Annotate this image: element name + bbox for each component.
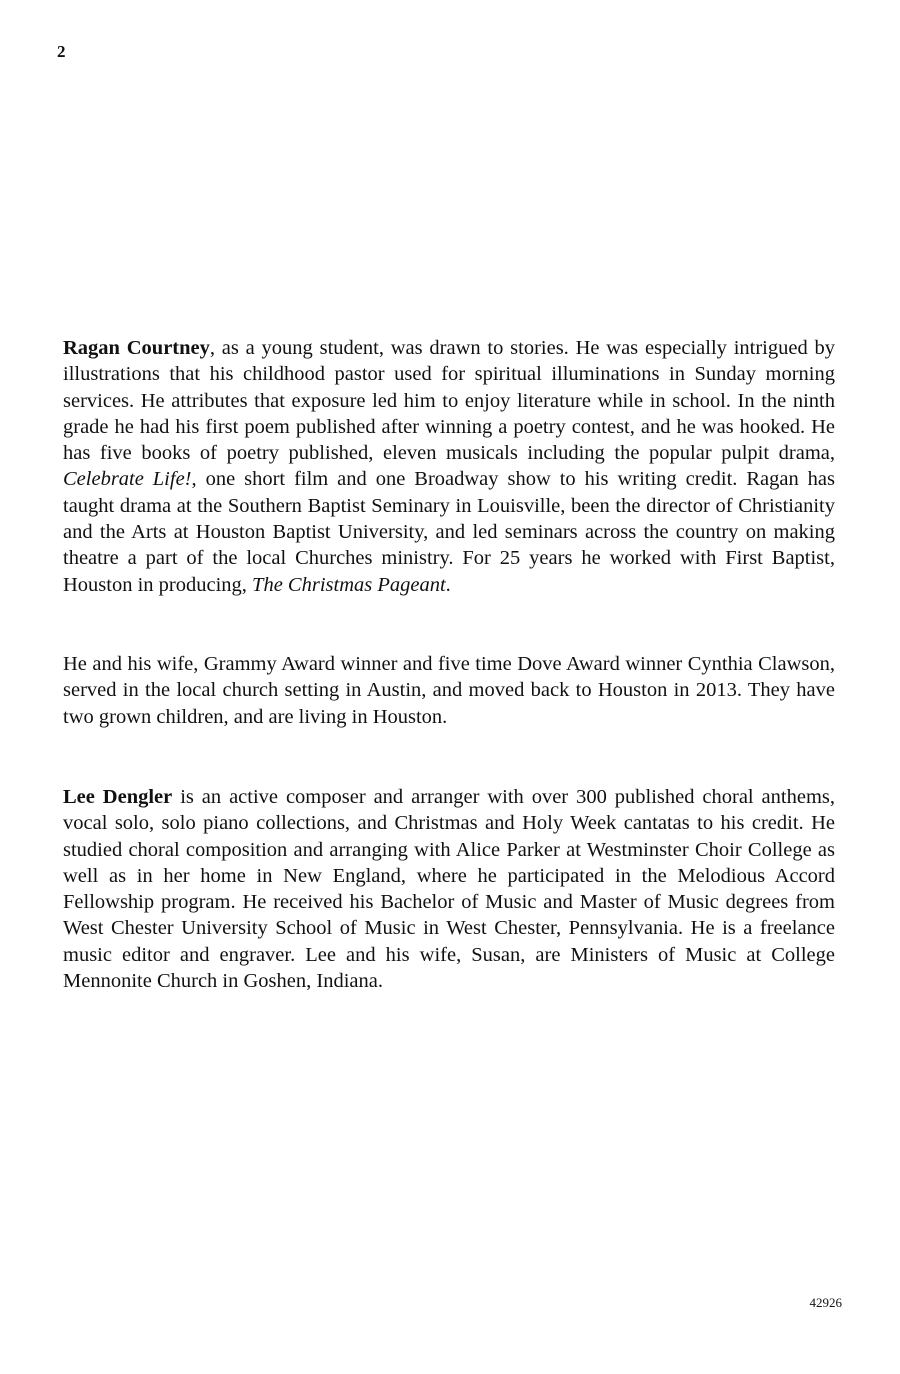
lee-dengler-bio [63, 784, 835, 994]
celebrate-life-title: Celebrate Life! [63, 468, 192, 491]
ragan-courtney-family-paragraph: He and his wife, Grammy Award winner and five time Dove Award winner Cynthia Clawson, served in the local church setting in Austin, and moved back to Houston in 2013. They have two grown children, and are living in Houston. [63, 653, 835, 728]
ragan-bio-text-2: , one short film and one Broadway show to his writing credit. Ragan has taught drama at the Southern Baptist Seminary in Louisville, been the director of Christianity and the Arts at Houston Baptist University, and led seminars across the country on making theatre a part of the local Churches ministry. For 25 years he worked with First Baptist, Houston in producing, [63, 468, 835, 596]
ragan-bio-text-3: . [445, 573, 451, 596]
lee-bio-text: is an active composer and arranger with over 300 published choral anthems, vocal solo, solo piano collections, and Christmas and Holy Week cantatas to his credit. He studied choral composition and arranging with Alice Parker at Westminster Choir College as well as in her home in New England, where he participated in the Melodious Accord Fellowship program. He received his Bachelor of Music and Master of Music degrees from West Chester University School of Music in West Chester, Pennsylvania. He is a freelance music editor and engraver. Lee and his wife, Susan, are Ministers of Music at College Mennonite Church in Goshen, Indiana. [63, 786, 835, 993]
christmas-pageant-title: The Christmas Pageant [252, 573, 446, 596]
lee-dengler-name: Lee Dengler [63, 786, 173, 808]
ragan-courtney-name: Ragan Courtney [63, 337, 210, 359]
ragan-courtney-bio [63, 335, 835, 598]
catalog-number: 42926 [809, 1295, 842, 1310]
page-number: 2 [57, 42, 66, 61]
ragan-bio-text-1: , as a young student, was drawn to stories. He was especially intrigued by illustrations that his childhood pastor used for spiritual illuminations in Sunday morning services. He attributes that exposure led him to enjoy literature while in school. In the ninth grade he had his first poem published after winning a poetry contest, and he was hooked. He has five books of poetry published, eleven musicals including the popular pulpit drama, [63, 337, 836, 465]
